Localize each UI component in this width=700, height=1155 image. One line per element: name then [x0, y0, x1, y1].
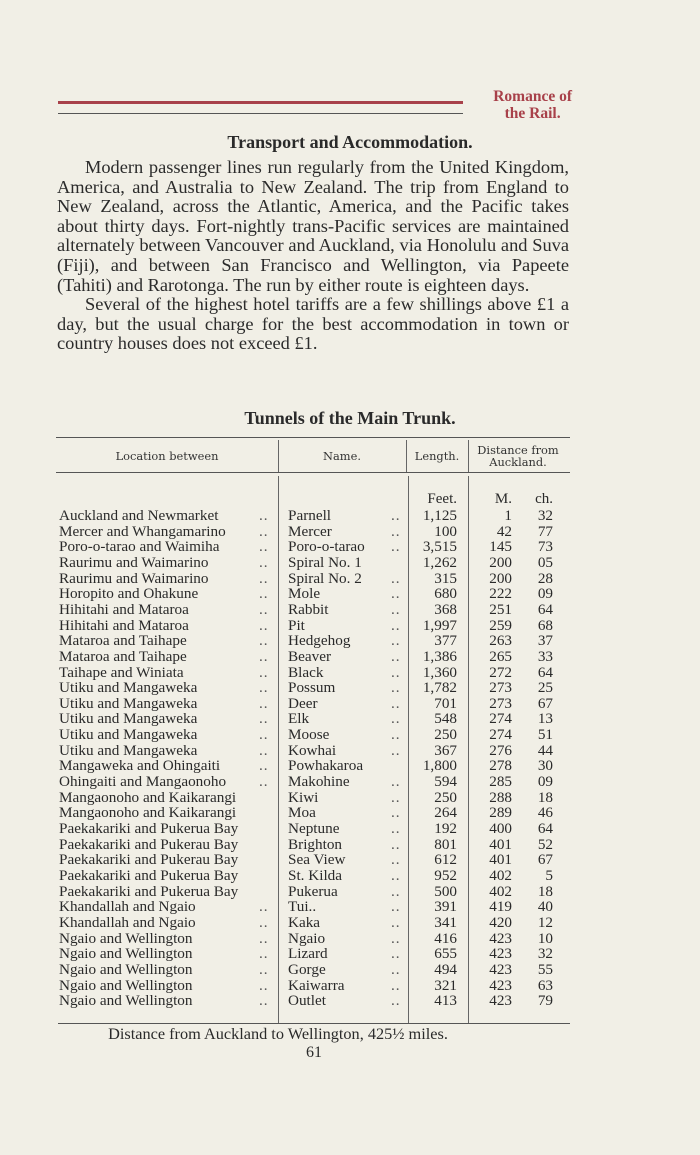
location-cell: Paekakariki and Pukerau Bay — [59, 851, 239, 869]
chains-cell: 55 — [537, 960, 553, 978]
leader-dots: .. — [259, 507, 269, 524]
leader-dots: .. — [259, 741, 269, 759]
unit-feet: Feet. — [427, 491, 457, 507]
leader-dots: .. — [391, 694, 401, 712]
chains-cell: 40 — [537, 898, 553, 916]
miles-cell: 265 — [489, 647, 512, 665]
tunnel-name-cell: Makohine — [288, 773, 350, 791]
col-divider — [468, 440, 469, 472]
leader-dots: .. — [259, 976, 269, 994]
table-row — [56, 633, 570, 649]
location-cell: Utiku and Mangaweka — [59, 710, 198, 728]
miles-cell: 222 — [489, 585, 512, 603]
length-cell: 1,997 — [422, 616, 457, 634]
chains-cell: 25 — [537, 679, 553, 697]
miles-cell: 401 — [489, 851, 512, 869]
leader-dots: .. — [391, 992, 401, 1010]
paragraph-2: Several of the highest hotel tariffs are a few shillings above £1 a day, but the usual charge for the best accommodation in town or country houses does not exceed £1. — [57, 294, 569, 354]
transport-body — [57, 158, 569, 354]
location-cell: Ngaio and Wellington — [59, 992, 193, 1010]
tunnel-name-cell: Mole — [288, 585, 321, 603]
unit-chains: ch. — [535, 491, 553, 507]
miles-cell: 420 — [489, 913, 512, 931]
tunnel-name-cell: Rabbit — [288, 600, 329, 618]
leader-dots: .. — [259, 913, 269, 931]
leader-dots: .. — [259, 585, 269, 603]
location-cell: Raurimu and Waimarino — [59, 553, 209, 571]
leader-dots: .. — [259, 553, 269, 571]
leader-dots: .. — [391, 898, 401, 916]
length-cell: 1,782 — [422, 679, 457, 697]
running-head-text — [493, 88, 572, 122]
table-row — [56, 508, 570, 524]
header-distance: Distance from Auckland. — [477, 443, 559, 469]
chains-cell: 51 — [537, 726, 553, 744]
leader-dots: .. — [391, 538, 401, 556]
length-cell: 3,515 — [422, 538, 457, 556]
table-row — [56, 555, 570, 571]
length-cell: 548 — [434, 710, 457, 728]
miles-cell: 423 — [489, 945, 512, 963]
miles-cell: 200 — [489, 569, 512, 587]
leader-dots: .. — [259, 632, 269, 650]
location-cell: Horopito and Ohakune — [59, 585, 199, 603]
chains-cell: 30 — [537, 757, 553, 775]
length-cell: 612 — [434, 851, 457, 869]
miles-cell: 401 — [489, 835, 512, 853]
miles-cell: 1 — [504, 507, 512, 524]
miles-cell: 273 — [489, 694, 512, 712]
leader-dots: .. — [259, 898, 269, 916]
table-row — [56, 618, 570, 634]
tunnel-name-cell: Kowhai — [288, 741, 337, 759]
transport-title: Transport and Accommodation. — [227, 132, 473, 152]
table-row — [56, 993, 570, 1009]
location-cell: Paekakariki and Pukerua Bay — [59, 882, 239, 900]
tunnel-name-cell: Hedgehog — [288, 632, 351, 650]
leader-dots: .. — [391, 616, 401, 634]
paragraph-1: Modern passenger lines run regularly from the United Kingdom, America, and Australia to New Zealand. The trip from England to New Zealand, across the Atlantic, America, and the Pacific takes about thirty days. Fort-nightly trans-Pacific services are maintained alternately between Vancouver and Auckland, via Honolulu and Suva (Fiji), and between San Francisco and Wellington, via Papeete (Tahiti) and Rarotonga. The run by either route is eighteen days. — [57, 157, 569, 295]
length-cell: 250 — [434, 788, 457, 806]
leader-dots: .. — [391, 788, 401, 806]
length-cell: 321 — [434, 976, 457, 994]
table-row — [56, 899, 570, 915]
length-cell: 701 — [434, 694, 457, 712]
miles-cell: 42 — [496, 522, 512, 540]
location-cell: Mataroa and Taihape — [59, 647, 187, 665]
miles-cell: 400 — [489, 820, 512, 837]
table-row — [56, 586, 570, 602]
leader-dots: .. — [391, 882, 401, 900]
location-cell: Mataroa and Taihape — [59, 632, 187, 650]
tunnel-name-cell: Moose — [288, 726, 330, 744]
leader-dots: .. — [391, 585, 401, 603]
table-row — [56, 946, 570, 962]
leader-dots: .. — [259, 663, 269, 681]
leader-dots: .. — [259, 945, 269, 963]
tunnel-name-cell: Deer — [288, 694, 318, 712]
length-cell: 100 — [434, 522, 457, 540]
leader-dots: .. — [391, 632, 401, 650]
miles-cell: 145 — [489, 538, 512, 556]
chains-cell: 5 — [545, 866, 553, 884]
table-row — [56, 649, 570, 665]
thin-rule — [58, 113, 463, 114]
miles-cell: 278 — [489, 757, 512, 775]
location-cell: Ngaio and Wellington — [59, 929, 193, 947]
chains-cell: 67 — [537, 694, 553, 712]
tunnel-name-cell: Pit — [288, 616, 305, 634]
leader-dots: .. — [259, 538, 269, 556]
location-cell: Utiku and Mangaweka — [59, 726, 198, 744]
tunnel-name-cell: Brighton — [288, 835, 343, 853]
tunnel-name-cell: Sea View — [288, 851, 346, 869]
location-cell: Utiku and Mangaweka — [59, 679, 198, 697]
leader-dots: .. — [391, 507, 401, 524]
tunnel-name-cell: Mercer — [288, 522, 332, 540]
tunnel-name-cell: Elk — [288, 710, 310, 728]
miles-cell: 276 — [489, 741, 512, 759]
table-row — [56, 680, 570, 696]
miles-cell: 402 — [489, 866, 512, 884]
table-row — [56, 711, 570, 727]
header-length: Length. — [414, 449, 460, 463]
unit-miles: M. — [494, 491, 512, 507]
chains-cell: 44 — [537, 741, 553, 759]
table-row — [56, 696, 570, 712]
chains-cell: 13 — [537, 710, 553, 728]
location-cell: Utiku and Mangaweka — [59, 694, 198, 712]
tunnel-name-cell: St. Kilda — [288, 866, 343, 884]
leader-dots: .. — [259, 757, 269, 775]
location-cell: Ngaio and Wellington — [59, 945, 193, 963]
length-cell: 341 — [434, 913, 457, 931]
table-row — [56, 884, 570, 900]
tunnel-name-cell: Neptune — [288, 820, 340, 837]
header-name: Name. — [323, 449, 361, 463]
leader-dots: .. — [259, 710, 269, 728]
table-header-rule — [56, 472, 570, 473]
table-top-rule — [56, 437, 570, 438]
length-cell: 1,360 — [422, 663, 457, 681]
tunnels-title: Tunnels of the Main Trunk. — [244, 408, 456, 428]
tunnel-name-cell: Outlet — [288, 992, 326, 1010]
tunnel-name-cell: Lizard — [288, 945, 328, 963]
chains-cell: 18 — [537, 788, 553, 806]
tunnel-name-cell: Kiwi — [288, 788, 319, 806]
chains-cell: 05 — [537, 553, 553, 571]
table-row — [56, 837, 570, 853]
table-row — [56, 852, 570, 868]
leader-dots: .. — [259, 616, 269, 634]
table-row — [56, 931, 570, 947]
miles-cell: 423 — [489, 929, 512, 947]
miles-cell: 263 — [489, 632, 512, 650]
table-row — [56, 758, 570, 774]
miles-cell: 251 — [489, 600, 512, 618]
leader-dots: .. — [259, 600, 269, 618]
location-cell: Taihape and Winiata — [59, 663, 184, 681]
location-cell: Paekakariki and Pukerau Bay — [59, 835, 239, 853]
leader-dots: .. — [391, 710, 401, 728]
running-head-line1: Romance of — [493, 88, 572, 105]
length-cell: 594 — [434, 773, 457, 791]
length-cell: 680 — [434, 585, 457, 603]
leader-dots: .. — [391, 773, 401, 791]
leader-dots: .. — [391, 569, 401, 587]
leader-dots: .. — [391, 600, 401, 618]
chains-cell: 52 — [537, 835, 553, 853]
table-row — [56, 805, 570, 821]
chains-cell: 46 — [537, 804, 553, 822]
leader-dots: .. — [391, 741, 401, 759]
leader-dots: .. — [391, 663, 401, 681]
leader-dots: .. — [259, 647, 269, 665]
table-row — [56, 743, 570, 759]
table-row — [56, 868, 570, 884]
tunnel-name-cell: Spiral No. 2 — [288, 569, 362, 587]
length-cell: 250 — [434, 726, 457, 744]
location-cell: Auckland and Newmarket — [59, 507, 219, 524]
length-cell: 1,262 — [422, 553, 457, 571]
leader-dots: .. — [391, 929, 401, 947]
miles-cell: 272 — [489, 663, 512, 681]
chains-cell: 63 — [537, 976, 553, 994]
length-cell: 315 — [434, 569, 457, 587]
length-cell: 391 — [434, 898, 457, 916]
red-rule — [58, 101, 463, 104]
chains-cell: 09 — [537, 773, 553, 791]
length-cell: 1,800 — [422, 757, 457, 775]
chains-cell: 68 — [537, 616, 553, 634]
leader-dots: .. — [391, 866, 401, 884]
location-cell: Mangaweka and Ohingaiti — [59, 757, 221, 775]
tunnel-name-cell: Pukerua — [288, 882, 338, 900]
miles-cell: 423 — [489, 960, 512, 978]
leader-dots: .. — [259, 929, 269, 947]
leader-dots: .. — [391, 976, 401, 994]
leader-dots: .. — [391, 804, 401, 822]
chains-cell: 09 — [537, 585, 553, 603]
table-row — [56, 962, 570, 978]
miles-cell: 274 — [489, 710, 512, 728]
miles-cell: 200 — [489, 553, 512, 571]
miles-cell: 419 — [489, 898, 512, 916]
miles-cell: 423 — [489, 992, 512, 1010]
tunnel-name-cell: Possum — [288, 679, 336, 697]
table-row — [56, 571, 570, 587]
length-cell: 500 — [434, 882, 457, 900]
leader-dots: .. — [391, 960, 401, 978]
table-row — [56, 602, 570, 618]
miles-cell: 273 — [489, 679, 512, 697]
location-cell: Ohingaiti and Mangaonoho — [59, 773, 227, 791]
miles-cell: 423 — [489, 976, 512, 994]
location-cell: Paekakariki and Pukerua Bay — [59, 820, 239, 837]
location-cell: Ngaio and Wellington — [59, 960, 193, 978]
leader-dots: .. — [391, 851, 401, 869]
leader-dots: .. — [259, 522, 269, 540]
length-cell: 192 — [434, 820, 457, 837]
chains-cell: 64 — [537, 600, 553, 618]
tunnels-table — [56, 436, 570, 1026]
miles-cell: 259 — [489, 616, 512, 634]
leader-dots: .. — [391, 522, 401, 540]
length-cell: 801 — [434, 835, 457, 853]
length-cell: 377 — [434, 632, 457, 650]
table-row — [56, 665, 570, 681]
leader-dots: .. — [391, 820, 401, 837]
leader-dots: .. — [259, 569, 269, 587]
leader-dots: .. — [391, 913, 401, 931]
table-row — [56, 978, 570, 994]
chains-cell: 32 — [537, 945, 553, 963]
leader-dots: .. — [259, 726, 269, 744]
chains-cell: 18 — [537, 882, 553, 900]
chains-cell: 37 — [537, 632, 553, 650]
chains-cell: 77 — [537, 522, 553, 540]
miles-cell: 285 — [489, 773, 512, 791]
chains-cell: 64 — [537, 820, 553, 837]
length-cell: 655 — [434, 945, 457, 963]
table-row — [56, 915, 570, 931]
length-cell: 368 — [434, 600, 457, 618]
leader-dots: .. — [391, 835, 401, 853]
location-cell: Poro-o-tarao and Waimiha — [59, 538, 220, 556]
length-cell: 1,125 — [422, 507, 457, 524]
location-cell: Hihitahi and Mataroa — [59, 600, 189, 618]
location-cell: Mangaonoho and Kaikarangi — [59, 788, 237, 806]
miles-cell: 288 — [489, 788, 512, 806]
location-cell: Khandallah and Ngaio — [59, 898, 196, 916]
leader-dots: .. — [259, 960, 269, 978]
length-cell: 413 — [434, 992, 457, 1010]
table-row — [56, 821, 570, 837]
header-location: Location between — [115, 449, 219, 463]
chains-cell: 67 — [537, 851, 553, 869]
table-row — [56, 539, 570, 555]
length-cell: 416 — [434, 929, 457, 947]
table-row — [56, 790, 570, 806]
location-cell: Paekakariki and Pukerua Bay — [59, 866, 239, 884]
leader-dots: .. — [259, 773, 269, 791]
miles-cell: 274 — [489, 726, 512, 744]
distance-summary: Distance from Auckland to Wellington, 425½ miles. — [108, 1024, 448, 1043]
leader-dots: .. — [391, 726, 401, 744]
miles-cell: 289 — [489, 804, 512, 822]
length-cell: 494 — [434, 960, 457, 978]
chains-cell: 12 — [537, 913, 553, 931]
tunnel-name-cell: Gorge — [288, 960, 326, 978]
location-cell: Hihitahi and Mataroa — [59, 616, 189, 634]
length-cell: 367 — [434, 741, 457, 759]
tunnel-name-cell: Parnell — [288, 507, 332, 524]
tunnel-name-cell: Ngaio — [288, 929, 326, 947]
length-cell: 264 — [434, 804, 457, 822]
leader-dots: .. — [259, 694, 269, 712]
miles-cell: 402 — [489, 882, 512, 900]
tunnel-name-cell: Moa — [288, 804, 316, 822]
tunnel-name-cell: Black — [288, 663, 324, 681]
leader-dots: .. — [259, 992, 269, 1010]
leader-dots: .. — [259, 679, 269, 697]
tunnel-name-cell: Tui.. — [288, 898, 317, 916]
length-cell: 952 — [434, 866, 457, 884]
table-row — [56, 774, 570, 790]
chains-cell: 64 — [537, 663, 553, 681]
location-cell: Mangaonoho and Kaikarangi — [59, 804, 237, 822]
table-row — [56, 727, 570, 743]
running-head-line2: the Rail. — [504, 105, 561, 122]
tunnel-name-cell: Poro-o-tarao — [288, 538, 365, 556]
location-cell: Ngaio and Wellington — [59, 976, 193, 994]
leader-dots: .. — [391, 647, 401, 665]
chains-cell: 79 — [537, 992, 553, 1010]
page-number: 61 — [306, 1044, 322, 1061]
leader-dots: .. — [391, 945, 401, 963]
tunnel-name-cell: Beaver — [288, 647, 332, 665]
running-head — [58, 88, 574, 124]
leader-dots: .. — [391, 679, 401, 697]
location-cell: Mercer and Whangamarino — [59, 522, 226, 540]
chains-cell: 28 — [537, 569, 553, 587]
length-cell: 1,386 — [422, 647, 457, 665]
chains-cell: 73 — [537, 538, 553, 556]
chains-cell: 33 — [537, 647, 553, 665]
chains-cell: 10 — [537, 929, 553, 947]
location-cell: Khandallah and Ngaio — [59, 913, 196, 931]
tunnel-name-cell: Powhakaroa — [288, 757, 364, 775]
tunnel-name-cell: Kaka — [288, 913, 321, 931]
tunnel-name-cell: Spiral No. 1 — [288, 553, 362, 571]
tunnel-name-cell: Kaiwarra — [288, 976, 345, 994]
location-cell: Raurimu and Waimarino — [59, 569, 209, 587]
location-cell: Utiku and Mangaweka — [59, 741, 198, 759]
chains-cell: 32 — [537, 507, 553, 524]
table-row — [56, 524, 570, 540]
